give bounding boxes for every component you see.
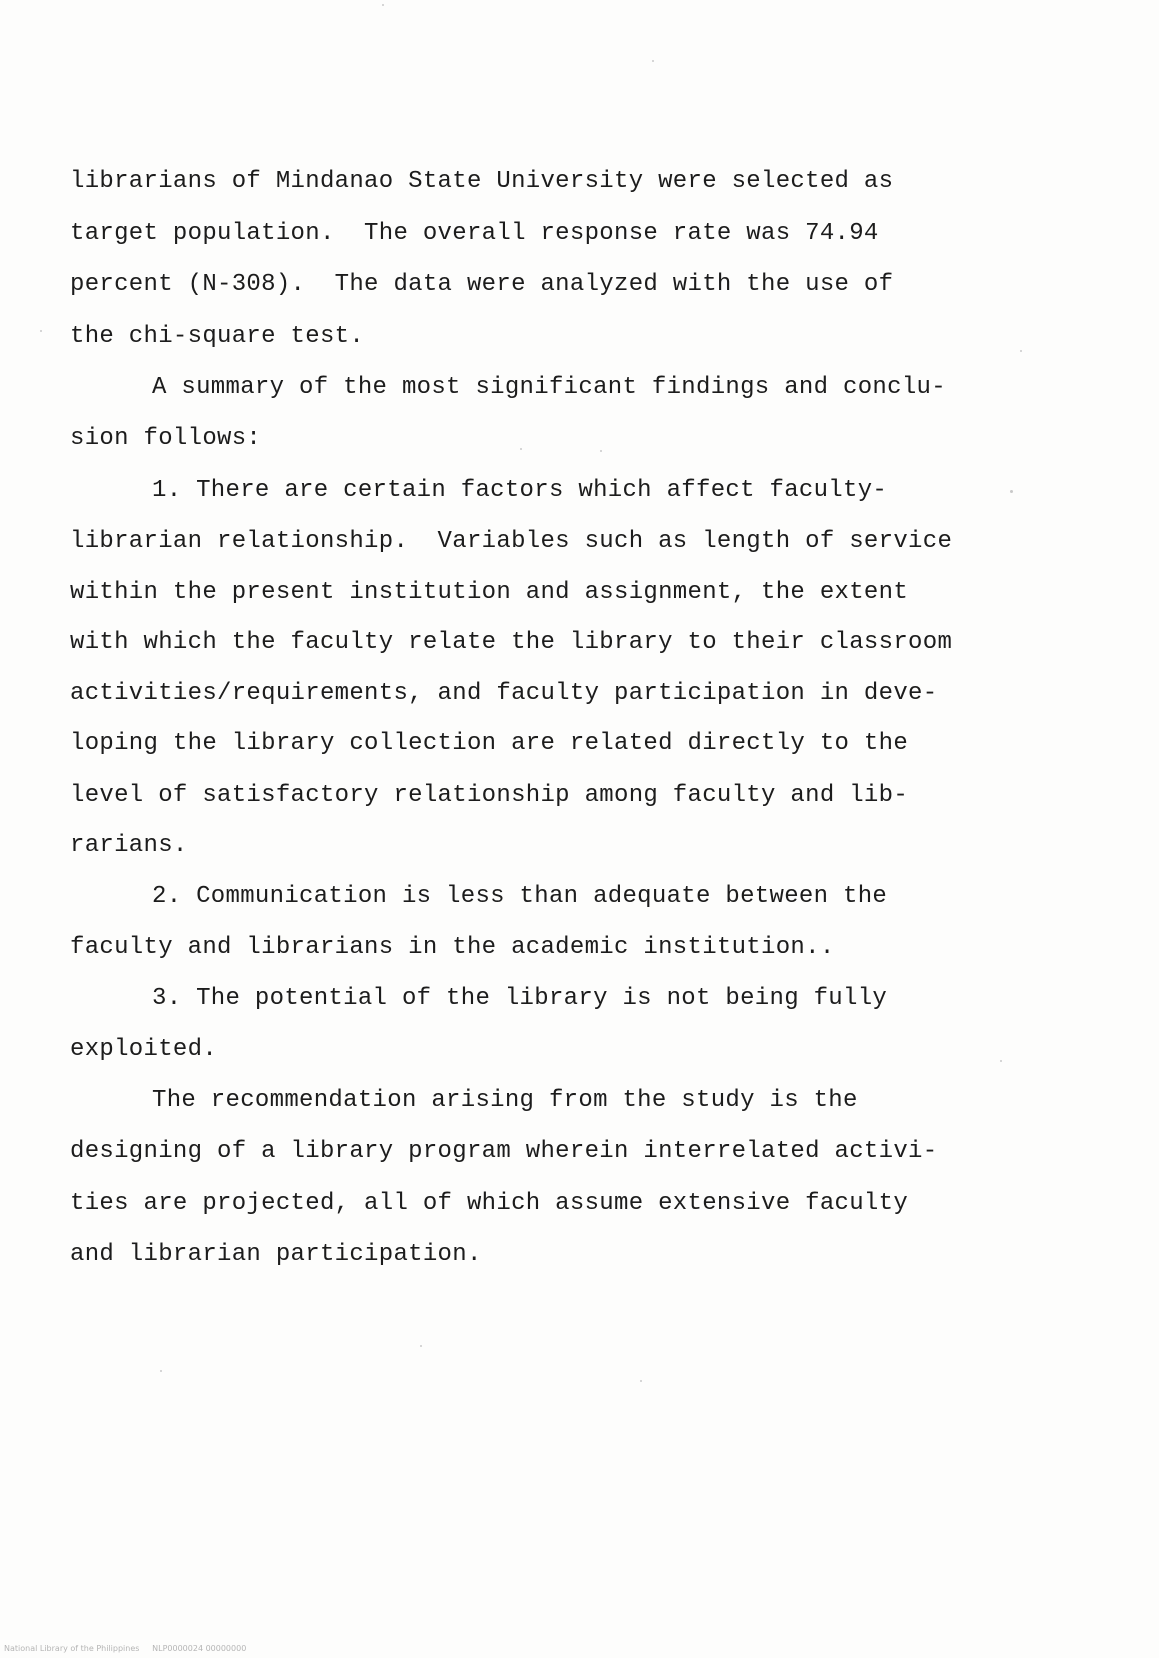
text-line: faculty and librarians in the academic institution..	[70, 934, 835, 961]
scan-speck	[640, 1380, 642, 1382]
text-line: 3. The potential of the library is not being fully	[152, 985, 888, 1012]
scan-speck	[382, 4, 384, 6]
text-line: rarians.	[70, 832, 188, 859]
text-line: The recommendation arising from the study is the	[152, 1087, 858, 1114]
scan-speck	[40, 330, 42, 332]
scan-speck	[160, 1370, 162, 1372]
text-line: designing of a library program wherein interrelated activi-	[70, 1138, 938, 1165]
text-line: percent (N-308). The data were analyzed with the use of	[70, 271, 894, 298]
text-line: level of satisfactory relationship among faculty and lib-	[70, 782, 909, 809]
text-line: the chi-square test.	[70, 323, 365, 350]
text-line: target population. The overall response rate was 74.94	[70, 220, 879, 247]
text-line: and librarian participation.	[70, 1241, 482, 1268]
text-line: ties are projected, all of which assume extensive faculty	[70, 1190, 909, 1217]
text-line: with which the faculty relate the library to their classroom	[70, 629, 953, 656]
text-line: within the present institution and assignment, the extent	[70, 579, 909, 606]
scan-speck	[420, 1345, 422, 1347]
scan-speck	[520, 448, 522, 450]
text-line: sion follows:	[70, 425, 262, 452]
text-line: activities/requirements, and faculty participation in deve-	[70, 680, 938, 707]
scan-watermark: National Library of the Philippines NLP0000024 00000000	[4, 1644, 247, 1653]
text-line: 1. There are certain factors which affect faculty-	[152, 477, 888, 504]
scan-speck	[1010, 490, 1013, 493]
scan-speck	[600, 450, 602, 452]
scan-speck	[652, 60, 654, 62]
text-line: loping the library collection are related directly to the	[70, 730, 909, 757]
text-line: exploited.	[70, 1036, 218, 1063]
text-line: librarian relationship. Variables such as length of service	[70, 528, 953, 555]
scan-speck	[1000, 1060, 1002, 1062]
text-line: A summary of the most significant findings and conclu-	[152, 374, 946, 401]
scan-speck	[1020, 350, 1022, 352]
text-line: librarians of Mindanao State University were selected as	[70, 168, 894, 195]
text-line: 2. Communication is less than adequate between the	[152, 883, 888, 910]
